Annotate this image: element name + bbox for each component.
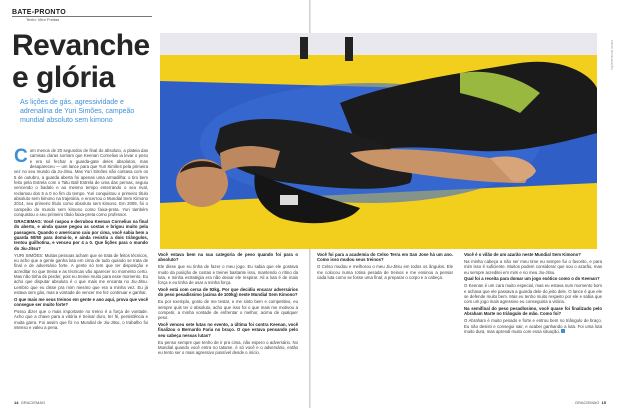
section-label: BATE-PRONTO [12,9,66,16]
photo-credit: FOTO: DIVULGAÇÃO [610,40,614,70]
end-of-article-mark [561,329,565,333]
footer-right [575,400,606,405]
question: Na semifinal do peso pesadíssimo, você quase foi finalizado pelo Abraham Marte no triângulo de mão. Como foi? [464,306,602,317]
footer-left [14,400,45,405]
answer: Na minha cabeça a não ser meu time eu sempre fui o favorito, e para mim isso é suficiente. Muitos podem considerar que sou o azarão, mas eu sempre acreditei em mim e no meu Jiu-Jitsu. [464,258,602,275]
text-column-2 [158,252,298,397]
question: Você é o vilão de um azarão neste Mundial Sem Kimono? [464,252,581,257]
answer: Eu penso sempre que tenho de ir pra cima, não espero o adversário. No Mundial quando você entra no tatame, é só você e o adversário, então eu tento ser o mais agressivo possível desde o início. [158,339,298,356]
page-number-right: 15 [601,400,606,405]
question: Você estava bem na sua categoria de peso quando foi para o absoluto? [158,252,298,263]
title-line-1: Revanche [12,29,150,62]
text-column-3 [317,252,453,397]
text-column-4 [464,252,602,397]
question: Você foi para a academia do Celso Terra em San Jose há um ano. Como isso mudou seus treinos? [317,252,453,263]
intro-paragraph: Com menos de 20 segundos de final do absoluto, a plateia das camisas claras sorriam que Keenan Cornelius ia levar o peso e era só fechar a guarda-gate deles absolutos, mas desapareceu — um lance para que Yuri Simões pela primeira vez no seu mundo da Ju-Jitsu. Mas Yuri Simões não contava com os 5 de outubro, a guarda aberta foi apenas uma armadilha: o tiro bem feito pela Estrela com o Tatu Ball Estrela de uma das pernas, seguiu vencendo o badalo e ao mesmo tempo enterrando o seu rival, reclamou dos 5 a 0 no fim do tempo. Yuri conquistou o primeiro título absoluto sem kimono na trajetória, e encerrou o Mundial Sem Kimono 2014, seu primeiro título como absoluto sem kimono. Em 2009, foi o campeão do mundo sem kimono como faixa-preta. Yuri também conquistou o seu primeiro título faixa-preta como professor. [14,146,148,218]
question: GRACIEMAG: Você raspou e derrubou Keenan Cornelius na final do aberto, e ainda quase pegou as costas e brigou muito pela passagem. Quando o americano caiu por cima, você sabia bem a guarda 50/50 para domá-lo, e ainda resistiu a dois triângulos, tentou guilhotina, e venceu por 4 a 0. Que lições para o mundo do Jiu-Jitsu? [14,218,148,251]
answer: Eu por exemplo, gosto de me testar, e me sinto bem e competitivo, eu sempre quis ter o absoluto, acho que isso foi o que mais me motivou a competir, a minha vontade de enfrentar o melhor, acima de qualquer peso. [158,299,298,321]
question: Você está com cerca de 92kg. Por que decidiu encarar adversários do peso pesadíssimo (acima de 100kg) neste Mundial Sem Kimono? [158,287,298,298]
article-photo [160,33,597,249]
answer: O Abraham é muito pesado e forte e entrou bem no triângulo de braço. Eu não desisti e consegui sair, e acabei ganhando a luta. Foi uma luta muito dura, mas aprendi muito com essa situação. [464,318,602,334]
grappling-photo-illustration [160,33,597,249]
answer: YURI SIMÕES: Muitas pessoas acham que se trata de feitos técnicos, eu acho que a gente ganha luta em cima de tudo quando se trata de final e de adversário forte. A gente só tem que ter disposição e acreditar no que treina e as técnicas vão aparecer no momento certo. Mas não tinha de perder, pois eu treinei muito para esse momento. Eu acho que disputar absoluto é o que mais me encanta no Jiu-Jitsu. Lembro que eu disse pra mim mesmo que era a minha vez. Eu já estava sem gás, mas a vontade de vencer me fez continuar e ganhar. [14,252,148,295]
question: Você venceu sete lutas no evento, a última foi contra Keenan, você finalizou o Bernardo Faria no braço. O que estava pensando pelo seu cabeça nessas lutas? [158,322,298,338]
title-line-2: e glória [12,61,115,94]
answer: Ele disse que eu tinha de fazer o meu jogo. Eu sabia que ele gostava muito da posição de costas e treinei bastante isso, mantendo o ritmo da luta, e minha estratégia era não deixar ele respirar. Ali a luta é de mais força e eu tinha de usar a minha força. [158,264,298,286]
answer: Posso dizer que o mais importante no treino é a força de vontade. Acho que a chave para a vitória é treinar duro, ter fé, persistência e muita garra. Foi assim que fiz no Mundial de Jiu-Jitsu, o trabalho foi intenso e valeu a pena. [14,308,148,330]
magazine-name-left: GRACIEMAG [20,400,46,405]
question: Qual foi a receita para domar um jogo exótico como o do Keenan? [464,276,600,282]
magazine-name-right: GRACIEMAG [574,400,600,405]
page-number-left: 14 [14,400,19,405]
byline: Texto: Vitor Freitas [26,17,60,22]
article-title [12,30,162,94]
answer: O Celso mudou e melhorou o meu Jiu-Jitsu em todos os ângulos. Ele me colocou numa rotina pesada de treinos e me ensinou a pensar cada luta como se fosse uma final, a preparar o corpo e a cabeça. [317,264,453,280]
article-subtitle: As lições de gás, agressividade e adrenalina de Yuri Simões, campeão mundial absoluto sem kimono [20,99,135,124]
text-column-1 [14,148,148,400]
question: O que mais me seus treinos em gente e ano aqui, prova que você consegue ser muito forte? [14,296,148,308]
drop-cap: C [14,146,28,167]
answer: O Keenan é um cara muito especial, mas eu estava num momento bom e achava que ele passava a guarda dele do jeito dele. O lance é que ele se defende muito bem. Mas eu tenho muito respeito por ele e sabia que com um jogo mais agressivo eu conseguiria a vitória. [464,283,602,305]
